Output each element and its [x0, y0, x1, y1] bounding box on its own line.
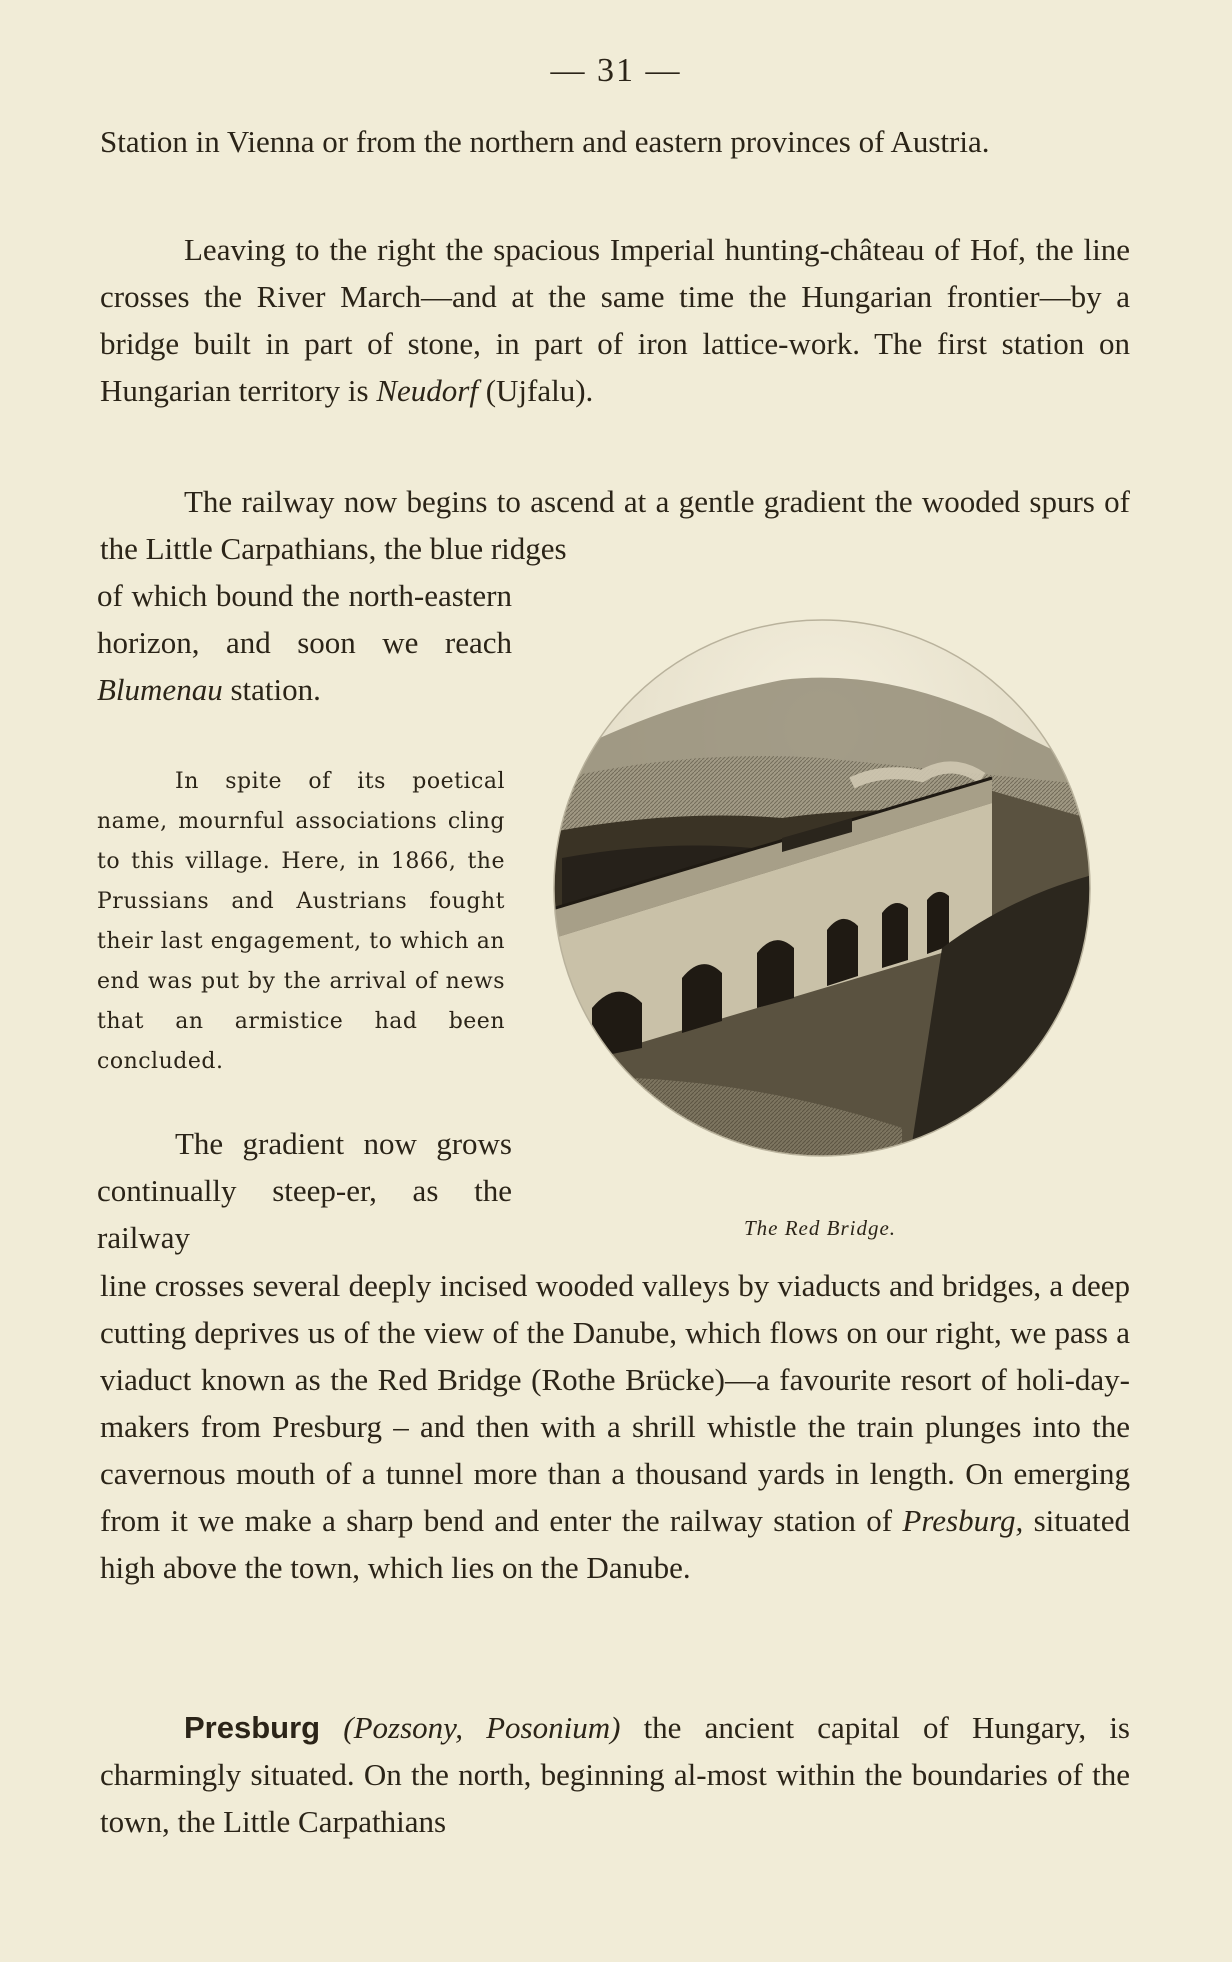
- paragraph-2: [100, 226, 1130, 414]
- paragraph-3-text: The railway now begins to ascend at a gentle gradient the wooded spurs of the Little Carpathians, the blue ridges: [100, 484, 1130, 566]
- paragraph-5: [100, 1704, 1130, 1845]
- place-neudorf: Neudorf: [376, 373, 478, 408]
- paragraph-3-full: [100, 478, 1130, 572]
- place-blumenau: Blumenau: [97, 672, 223, 707]
- paragraph-4-full: [100, 1262, 1130, 1591]
- presburg-heading: Presburg: [184, 1710, 321, 1745]
- place-presburg: Presburg,: [902, 1503, 1024, 1538]
- side-note-text: In spite of its poetical name, mournful associations cling to this village. Here, in 1866, the Prussians and Austrians fought their last engagement, to which an end was put by the arrival of news that an armistice had been concluded.: [97, 769, 505, 1074]
- paragraph-2-text: Leaving to the right the spacious Imperial hunting-château of Hof, the line crosses the River March—and at the same time the Hungarian frontier—by a bridge built in part of stone, in part of iron lattice-work. The first station on Hungarian territory is: [100, 232, 1130, 408]
- paragraph-4-narrow-text: The gradient now grows continually steep-er, as the railway: [97, 1126, 512, 1255]
- paragraph-2-end: (Ujfalu).: [477, 373, 594, 408]
- presburg-alt-names: (Pozsony, Posonium): [343, 1710, 621, 1745]
- illustration-caption: The Red Bridge.: [743, 1216, 897, 1240]
- paragraph-4-text: line crosses several deeply incised wooded valleys by viaducts and bridges, a deep cutting deprives us of the view of the Danube, which flows on our right, we pass a viaduct known as the Red Bridge (Rothe Brücke)—a favourite resort of holi-day-makers from Presburg – and then with a shrill whistle the train plunges into the cavernous mouth of a tunnel more than a thousand yards in length. On emerging from it we make a sharp bend and enter the railway station of: [100, 1268, 1130, 1538]
- paragraph-5-text: the ancient capital of Hungary, is charmingly situated. On the north, beginning al-most within the boundaries of the town, the Little Carpathians: [100, 1710, 1130, 1839]
- paragraph-4-narrow: [97, 1120, 512, 1261]
- paragraph-3-end: station.: [222, 672, 321, 707]
- side-note: [97, 762, 505, 1082]
- paragraph-1: [100, 118, 1130, 165]
- illustration-scene: [522, 608, 1122, 1208]
- paragraph-3-narrow: [97, 572, 512, 713]
- page-number: — 31 —: [550, 52, 682, 89]
- paragraph-4-end: situated high above the town, which lies on the Danube.: [100, 1503, 1131, 1585]
- paragraph-3-narrow-text: of which bound the north-eastern horizon, and soon we reach: [97, 578, 512, 660]
- red-bridge-illustration: [522, 608, 1122, 1208]
- paragraph-1-text: Station in Vienna or from the northern and eastern provinces of Austria.: [100, 124, 990, 159]
